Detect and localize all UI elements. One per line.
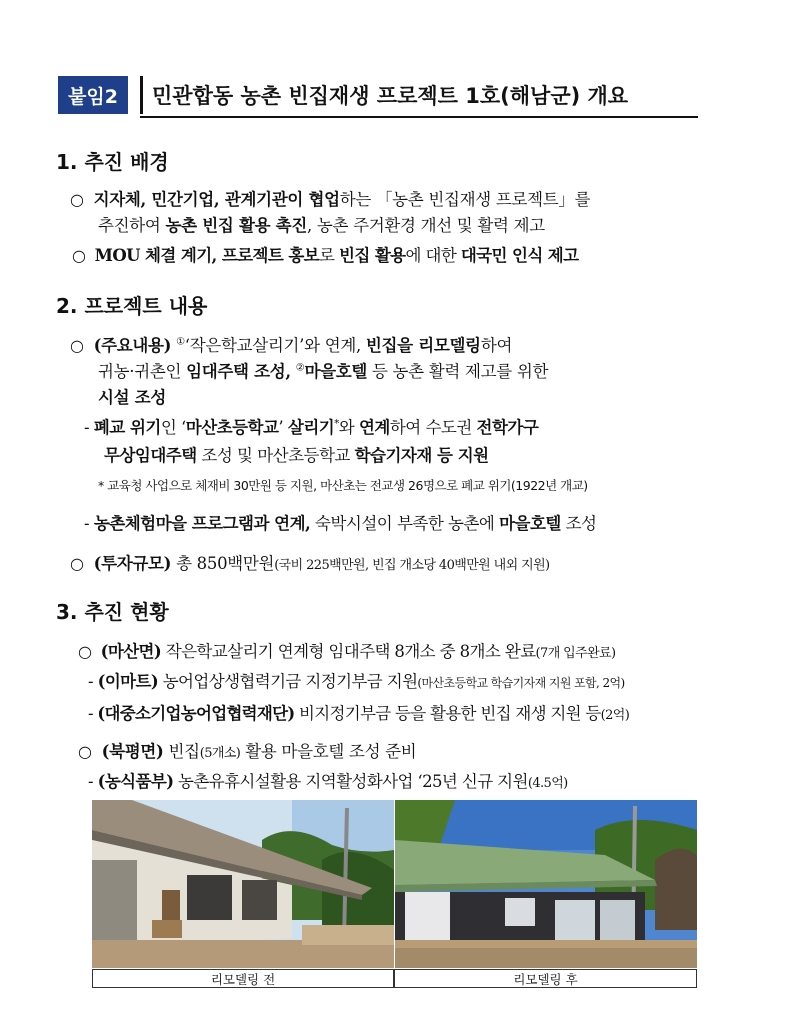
text: 빈집 [163, 742, 200, 761]
bold-text: MOU 체결 계기, 프로젝트 홍보 [94, 246, 320, 265]
text: 총 850백만원 [171, 554, 275, 573]
bold-text: 임대주택 조성, [186, 362, 291, 381]
s2-dash-1-line-2 [104, 442, 489, 466]
text: 농어업상생협력기금 지정기부금 지원 [158, 672, 418, 691]
small-text: (2억) [600, 708, 630, 723]
bullet-circle: ○ [70, 336, 84, 355]
text: 하여 [480, 336, 513, 355]
s2-bullet-1-line-2 [98, 358, 548, 382]
bold-text: 대국민 인식 제고 [460, 246, 579, 265]
s3-dash-1 [88, 668, 625, 692]
caption-after: 리모델링 후 [394, 969, 697, 988]
attachment-badge: 붙임2 [58, 76, 128, 114]
small-text: (4.5억) [527, 776, 568, 791]
text: 에 대한 [405, 246, 461, 265]
text: ’ [278, 418, 288, 437]
text: 인 ‘ [160, 418, 186, 437]
text: 농촌유휴시설활용 지역활성화사업 ‘25년 신규 지원 [173, 772, 528, 791]
bold-text: (주요내용) [93, 336, 172, 355]
superscript: ② [295, 362, 305, 374]
after-house-illustration [395, 800, 697, 968]
section-1-heading: 1. 추진 배경 [56, 150, 169, 174]
text: 와 [338, 418, 359, 437]
bullet-circle: ○ [78, 742, 92, 761]
s3-dash-2 [88, 700, 629, 724]
bold-text: 빈집을 리모델링 [365, 336, 481, 355]
before-house-illustration [92, 800, 394, 968]
page-title: 민관합동 농촌 빈집재생 프로젝트 1호(해남군) 개요 [152, 84, 629, 108]
bold-text: 전학가구 [476, 418, 539, 437]
section-2-heading: 2. 프로젝트 내용 [56, 294, 208, 318]
photo-before-remodeling [92, 800, 394, 968]
text: 추진하여 [98, 216, 166, 235]
bold-text: 마산초등학교 [185, 418, 279, 437]
bullet-circle: ○ [70, 190, 84, 209]
dash: - [88, 772, 98, 791]
bold-text: 살리기 [287, 418, 335, 437]
superscript: ① [176, 336, 185, 348]
small-text: (5개소) [199, 746, 241, 761]
s2-bullet-1-line-1 [70, 332, 512, 356]
s3-bullet-1 [78, 638, 615, 662]
small-text: (마산초등학교 학습기자재 지원 포함, 2억) [417, 676, 625, 690]
bullet-circle: ○ [70, 554, 84, 573]
bold-text: 농촌체험마을 프로그램과 연계, [93, 514, 311, 533]
s3-dash-3 [88, 768, 568, 792]
text: 귀농·귀촌인 [98, 362, 187, 381]
photo-after-remodeling [395, 800, 697, 968]
bold-text: (농식품부) [97, 772, 174, 791]
bold-text: 농촌 빈집 활용 촉진 [165, 216, 307, 235]
bold-text: (북평면) [101, 742, 164, 761]
text: 조성 [560, 514, 597, 533]
s1-bullet-1-line-2 [98, 212, 545, 236]
s1-bullet-1-line-1 [70, 186, 590, 210]
dash: - [84, 514, 94, 533]
small-text: (국비 225백만원, 빈집 개소당 40백만원 내외 지원) [274, 558, 550, 573]
bold-text: 지자체, 민간기업, 관계기관이 협업 [93, 190, 340, 209]
s1-bullet-2 [72, 242, 579, 266]
bold-text: 무상임대주택 [104, 446, 197, 465]
s2-dash-1-line-1 [84, 414, 538, 438]
text: 숙박시설이 부족한 농촌에 [310, 514, 500, 533]
text: 작은학교살리기 연계형 임대주택 8개소 중 8개소 완료 [161, 642, 536, 661]
bold-text: (대중소기업농어업협력재단) [97, 704, 295, 723]
dash: - [84, 418, 94, 437]
s2-bullet-1-line-3: 시설 조성 [98, 388, 167, 407]
text: 하는 「농촌 빈집재생 프로젝트」를 [339, 190, 591, 209]
caption-before: 리모델링 전 [92, 969, 394, 988]
text: 비지정기부금 등을 활용한 빈집 재생 지원 등 [294, 704, 601, 723]
dash: - [88, 704, 98, 723]
bold-text: (이마트) [97, 672, 159, 691]
text: ‘작은학교살리기’와 연계, [184, 336, 366, 355]
dash: - [88, 672, 98, 691]
text: 하여 수도권 [389, 418, 477, 437]
bold-text: 마을호텔 [304, 362, 368, 381]
bullet-circle: ○ [78, 642, 92, 661]
small-text: (7개 입주완료) [535, 646, 616, 661]
s3-bullet-2 [78, 738, 416, 762]
text: , 농촌 주거환경 개선 및 활력 제고 [306, 216, 545, 235]
section-3-heading: 3. 추진 현황 [56, 600, 169, 624]
text: 조성 및 마산초등학교 [196, 446, 355, 465]
s2-bullet-2 [70, 550, 550, 574]
bold-text: 폐교 위기 [93, 418, 161, 437]
bold-text: 연계 [358, 418, 390, 437]
title-underline [140, 116, 698, 118]
title-divider [140, 76, 143, 114]
text: 등 농촌 활력 제고를 위한 [367, 362, 549, 381]
bullet-circle: ○ [72, 246, 86, 265]
bold-text: (투자규모) [93, 554, 172, 573]
bold-text: 학습기자재 등 지원 [354, 446, 489, 465]
bold-text: 빈집 활용 [339, 246, 406, 265]
superscript: * [334, 418, 339, 430]
bold-text: 마을호텔 [499, 514, 561, 533]
s2-footnote: * 교육청 사업으로 체재비 30만원 등 지원, 마산초는 전교생 26명으로 폐교 위기(1922년 개교) [98, 478, 588, 493]
text: 로 [319, 246, 339, 265]
text: 활용 마을호텔 조성 준비 [240, 742, 417, 761]
bold-text: (마산면) [100, 642, 162, 661]
s2-dash-2 [84, 510, 596, 534]
